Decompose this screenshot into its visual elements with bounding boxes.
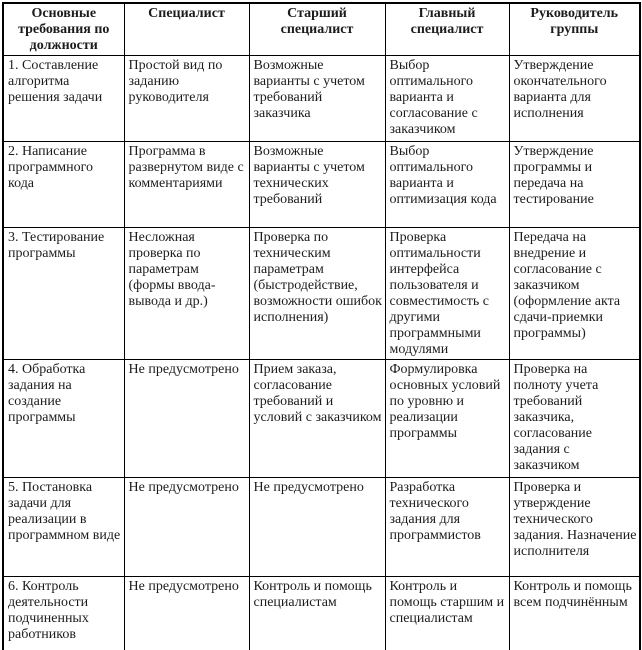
table-cell: Контроль и помощь старшим и специалистам xyxy=(385,577,509,650)
table-cell: Не предусмотрено xyxy=(124,577,249,650)
table-cell: 6. Контроль деятельности подчиненных работников xyxy=(3,577,124,650)
table-cell: Проверка и утверждение технического задания. Назначение исполнителя xyxy=(509,478,640,577)
table-row xyxy=(3,360,640,478)
column-header-requirements: Основные требования по должности xyxy=(3,3,124,56)
table-row xyxy=(3,228,640,360)
table-cell: Простой вид по заданию руководителя xyxy=(124,56,249,142)
table-cell: Контроль и помощь всем подчинённым xyxy=(509,577,640,650)
table-cell: Утверждение окончательного варианта для исполнения xyxy=(509,56,640,142)
column-header-group-leader: Руководитель группы xyxy=(509,3,640,56)
table-cell: 4. Обработка задания на создание программы xyxy=(3,360,124,478)
table-cell: Не предусмотрено xyxy=(124,360,249,478)
table-row xyxy=(3,56,640,142)
column-header-senior-specialist: Старший специалист xyxy=(249,3,385,56)
table-cell: Проверка оптимальности интерфейса пользователя и совместимость с другими программными модулями xyxy=(385,228,509,360)
table-header-row xyxy=(3,3,640,56)
table-cell: Программа в развернутом виде с комментариями xyxy=(124,142,249,228)
table-cell: Выбор оптимального варианта и оптимизация кода xyxy=(385,142,509,228)
table-cell: Не предусмотрено xyxy=(124,478,249,577)
column-header-chief-specialist: Главный специалист xyxy=(385,3,509,56)
table-row xyxy=(3,142,640,228)
table-cell: Возможные варианты с учетом технических требований xyxy=(249,142,385,228)
table-cell: Утверждение программы и передача на тестирование xyxy=(509,142,640,228)
table-cell: Несложная проверка по параметрам (формы ввода-вывода и др.) xyxy=(124,228,249,360)
table-cell: 5. Постановка задачи для реализации в программном виде xyxy=(3,478,124,577)
table-cell: Разработка технического задания для программистов xyxy=(385,478,509,577)
table-cell: Не предусмотрено xyxy=(249,478,385,577)
table-cell: Передача на внедрение и согласование с заказчиком (оформление акта сдачи-приемки программы) xyxy=(509,228,640,360)
table-cell: 3. Тестирование программы xyxy=(3,228,124,360)
table-row xyxy=(3,577,640,650)
table-cell: Возможные варианты с учетом требований заказчика xyxy=(249,56,385,142)
table-cell: Формулировка основных условий по уровню и реализации программы xyxy=(385,360,509,478)
table-cell: 1. Составление алгоритма решения задачи xyxy=(3,56,124,142)
table-row xyxy=(3,478,640,577)
table-cell: Проверка на полноту учета требований заказчика, согласование задания с заказчиком xyxy=(509,360,640,478)
table-cell: Выбор оптимального варианта и согласование с заказчиком xyxy=(385,56,509,142)
column-header-specialist: Специалист xyxy=(124,3,249,56)
table-cell: 2. Написание программного кода xyxy=(3,142,124,228)
requirements-table xyxy=(2,2,641,650)
table-cell: Прием заказа, согласование требований и условий с заказчиком xyxy=(249,360,385,478)
table-cell: Проверка по техническим параметрам (быстродействие, возможности ошибок исполнения) xyxy=(249,228,385,360)
table-cell: Контроль и помощь специалистам xyxy=(249,577,385,650)
